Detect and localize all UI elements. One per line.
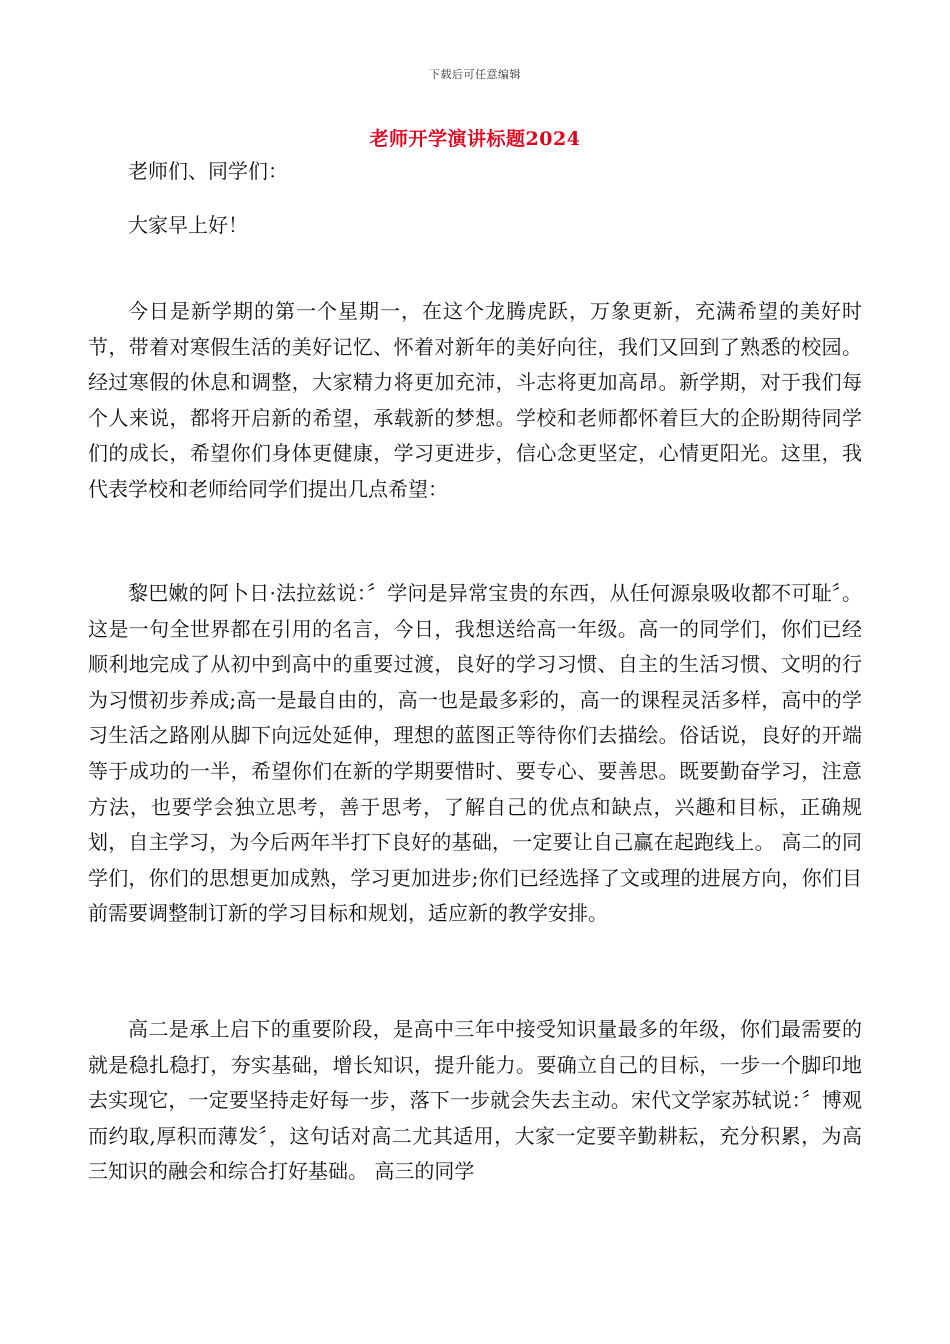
paragraph: 高二是承上启下的重要阶段，是高中三年中接受知识量最多的年级，你们最需要的就是稳扎稳打，夯实基础，增长知识，提升能力。要确立自己的目标，一步一个脚印地去实现它，一定要坚持走好每一步，落下一步就会失去主动。宋代文学家苏轼说：〞博观而约取,厚积而薄发〞，这句话对高二尤其适用，大家一定要辛勤耕耘，充分积累，为高三知识的融会和综合打好基础。 高三的同学 <box>88 1017 862 1184</box>
paragraph: 今日是新学期的第一个星期一，在这个龙腾虎跃，万象更新，充满希望的美好时节，带着对寒假生活的美好记忆、怀着对新年的美好向往，我们又回到了熟悉的校园。经过寒假的休息和调整，大家精力将更加充沛，斗志将更加高昂。新学期，对于我们每个人来说，都将开启新的希望，承载新的梦想。学校和老师都怀着巨大的企盼期待同学们的成长，希望你们身体更健康，学习更进步，信心念更坚定，心情更阳光。这里，我代表学校和老师给同学们提出几点希望： <box>88 299 862 501</box>
header-note: 下载后可任意编辑 <box>429 68 521 81</box>
paragraph-block-2 <box>88 576 862 932</box>
paragraph-block-1 <box>88 294 862 508</box>
salutation: 老师们、同学们： <box>128 159 288 183</box>
salutation-block <box>88 154 862 190</box>
paragraph-block-3 <box>88 1012 862 1190</box>
greeting-block <box>88 208 862 244</box>
document-title: 老师开学演讲标题2024 <box>369 128 581 150</box>
paragraph: 黎巴嫩的阿卜日·法拉兹说：〞学问是异常宝贵的东西，从任何源泉吸收都不可耻〞。这是一句全世界都在引用的名言，今日，我想送给高一年级。高一的同学们，你们已经顺利地完成了从初中到高中的重要过渡，良好的学习习惯、自主的生活习惯、文明的行为习惯初步养成;高一是最自由的，高一也是最多彩的，高一的课程灵活多样，高中的学习生活之路刚从脚下向远处延伸，理想的蓝图正等待你们去描绘。俗话说，良好的开端等于成功的一半，希望你们在新的学期要惜时、要专心、要善思。既要勤奋学习，注意方法，也要学会独立思考，善于思考，了解自己的优点和缺点，兴趣和目标，正确规划，自主学习，为今后两年半打下良好的基础，一定要让自己赢在起跑线上。 高二的同学们，你们的思想更加成熟，学习更加进步;你们已经选择了文或理的进展方向，你们目前需要调整制订新的学习目标和规划，适应新的教学安排。 <box>88 581 862 926</box>
greeting: 大家早上好！ <box>128 213 248 237</box>
